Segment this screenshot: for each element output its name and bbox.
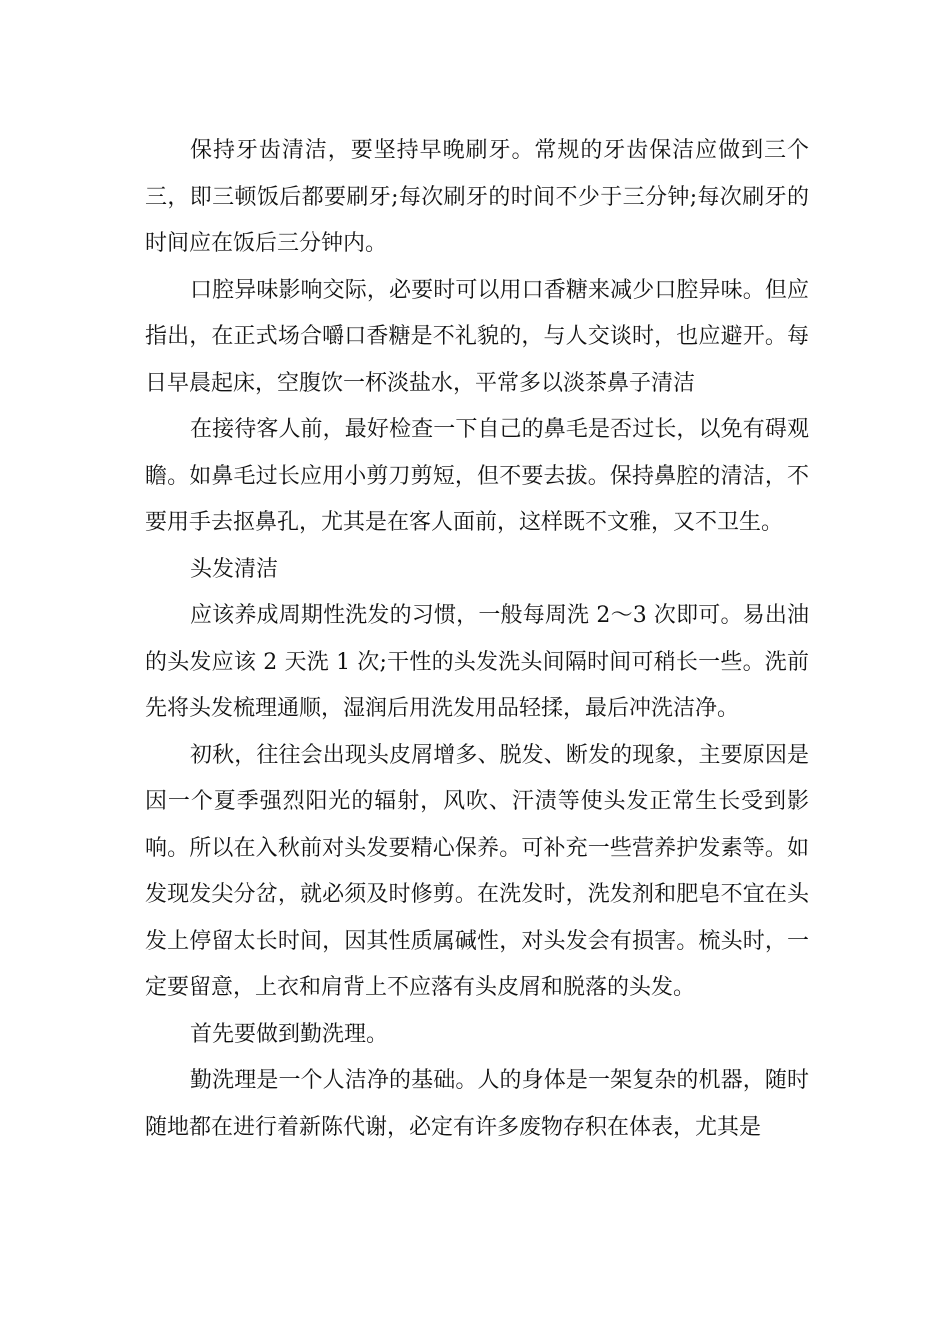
paragraph-oral-odor: 口腔异味影响交际，必要时可以用口香糖来减少口腔异味。但应指出，在正式场合嚼口香糖是不礼貌的，与人交谈时，也应避开。每日早晨起床，空腹饮一杯淡盐水，平常多以淡茶鼻子清洁: [145, 277, 809, 396]
document-body: [145, 128, 809, 1151]
paragraph-cleanliness-basis: 勤洗理是一个人洁净的基础。人的身体是一架复杂的机器，随时随地都在进行着新陈代谢，必定有许多废物存积在体表，尤其是: [145, 1068, 809, 1140]
paragraph-autumn-hair-care: 初秋，往往会出现头皮屑增多、脱发、断发的现象，主要原因是因一个夏季强烈阳光的辐射，风吹、汗渍等使头发正常生长受到影响。所以在入秋前对头发要精心保养。可补充一些营养护发素等。如发现发尖分岔，就必须及时修剪。在洗发时，洗发剂和肥皂不宜在头发上停留太长时间，因其性质属碱性，对头发会有损害。梳头时，一定要留意，上衣和肩背上不应落有头皮屑和脱落的头发。: [145, 742, 809, 1000]
paragraph-nose-hair: 在接待客人前，最好检查一下自己的鼻毛是否过长，以免有碍观瞻。如鼻毛过长应用小剪刀剪短，但不要去拔。保持鼻腔的清洁，不要用手去抠鼻孔，尤其是在客人面前，这样既不文雅，又不卫生。: [145, 417, 809, 535]
section-heading-hair-cleaning: 头发清洁: [190, 556, 279, 582]
paragraph-teeth-cleaning: 保持牙齿清洁，要坚持早晚刷牙。常规的牙齿保洁应做到三个三，即三顿饭后都要刷牙;每次刷牙的时间不少于三分钟;每次刷牙的时间应在饭后三分钟内。: [145, 138, 809, 256]
paragraph-wash-regularly: 首先要做到勤洗理。: [190, 1021, 389, 1047]
paragraph-hair-washing: 应该养成周期性洗发的习惯，一般每周洗 2～3 次即可。易出油的头发应该 2 天洗 1 次;干性的头发洗头间隔时间可稍长一些。洗前先将头发梳理通顺，湿润后用洗发用品轻揉，最后冲洗洁净。: [145, 603, 809, 721]
